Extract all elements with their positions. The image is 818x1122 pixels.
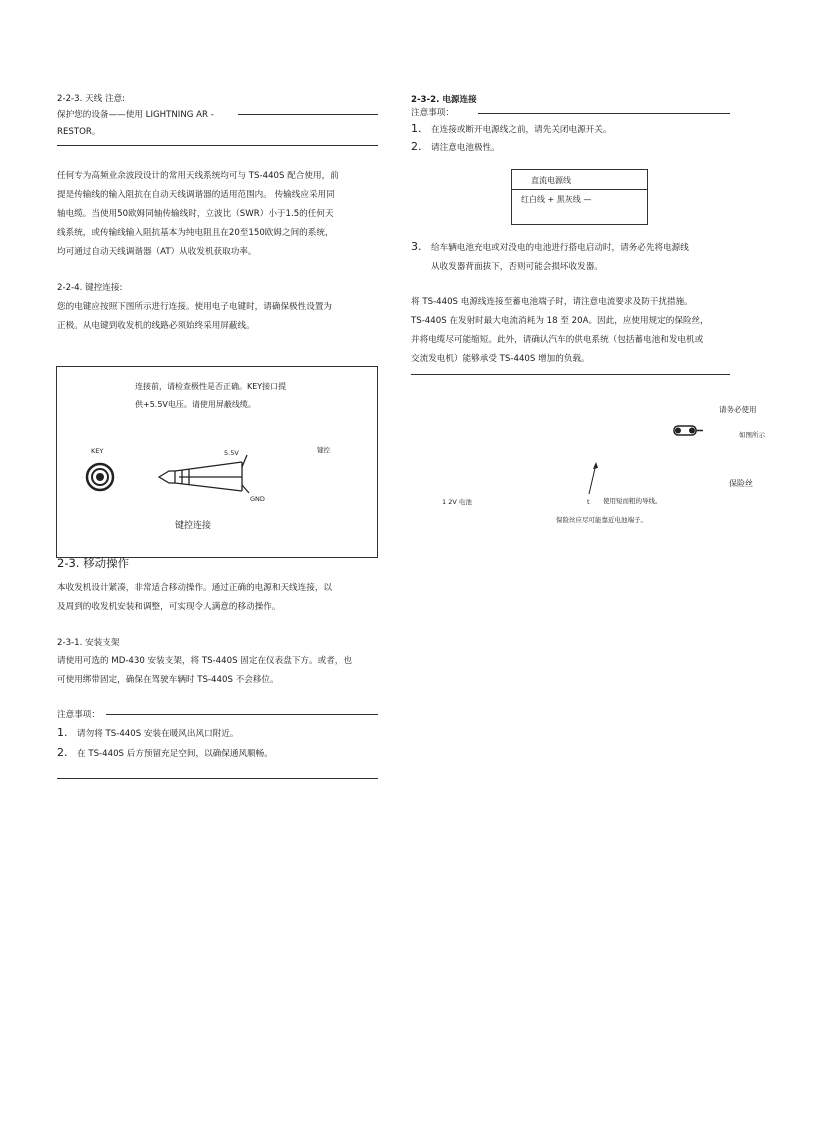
right-note-3-cont: 从收发器背面拔下，否则可能会损坏收发器。 [431, 262, 603, 272]
note-number: 3. [411, 240, 422, 253]
arrow-icon [586, 460, 600, 496]
note-number: 2. [57, 746, 68, 759]
keying-connection-figure [56, 366, 378, 558]
paragraph-line: 线系统，或传输线输入阻抗基本为纯电阻且在20至150欧姆之间的系统， [57, 228, 334, 238]
paragraph-line: 正极。从电键到收发机的线路必须始终采用屏蔽线。 [57, 321, 255, 331]
section-2-2-3-title: 2-2-3. 天线 注意: [57, 94, 126, 104]
note-text: 在连接或断开电源线之前，请先关闭电源开关。 [431, 125, 612, 135]
paragraph-line: 并将电缆尽可能缩短。此外，请确认汽车的供电系统（包括蓄电池和发电机或 [411, 335, 704, 345]
section-2-3-title: 2-3. 移动操作 [57, 556, 130, 570]
lightning-arrestor-line1: 保护您的设备——使用 LIGHTNING AR - [57, 110, 214, 120]
paragraph-line: 轴电缆。当使用50欧姆同轴传输线时，立波比（SWR）小于1.5的任何天 [57, 209, 334, 219]
note-number: 2. [411, 140, 422, 153]
divider [478, 113, 730, 114]
paragraph-line: 请使用可选的 MD-430 安装支架，将 TS-440S 固定在仪表盘下方。或者，也 [57, 656, 352, 666]
paragraph-line: 提是传输线的输入阻抗在自动天线调谐器的适用范围内。 传输线应采用同 [57, 190, 335, 200]
note-text: 请勿将 TS-440S 安装在暖风出风口附近。 [77, 729, 239, 739]
figure-note-line1: 连接前，请检查极性是否正确。KEY接口提 [135, 382, 287, 391]
paragraph-line: 将 TS-440S 电源线连接至蓄电池端子时，请注意电流要求及防干扰措施。 [411, 297, 693, 307]
right-note-2 [411, 141, 500, 154]
plug-icon [159, 455, 249, 493]
right-notes-title: 注意事项： [411, 108, 454, 118]
figure-caption: 键控连接 [175, 521, 212, 531]
power-paragraph [411, 293, 709, 369]
note-number: 1. [411, 122, 422, 135]
key-jack-label: KEY [91, 447, 104, 455]
section-2-2-4-title: 2-2-4. 键控连接: [57, 283, 123, 293]
thick-wire-number: t [587, 498, 590, 506]
divider [57, 145, 378, 146]
section-2-3-2-title: 2-3-2. 电源连接 [411, 95, 477, 105]
right-note-3 [411, 241, 689, 254]
paragraph-line: 均可通过自动天线调谐器（AT）从收发机获取功率。 [57, 247, 257, 257]
divider [411, 374, 730, 375]
thick-wire-label: 使用短而粗的导线。 [603, 497, 662, 505]
note-number: 1. [57, 726, 68, 739]
dc-box-text: 红白线 + 黑灰线 — [521, 195, 592, 204]
key-jack-icon [87, 464, 113, 490]
left-note-1 [57, 727, 238, 740]
divider [57, 778, 378, 779]
keying-label: 键控 [317, 446, 330, 454]
dc-box-title: 直流电源线 [531, 176, 571, 185]
gnd-label: GND [250, 495, 265, 503]
paragraph-line: 及周到的收发机安装和调整，可实现令人满意的移动操作。 [57, 602, 281, 612]
fuse-near-label: 保险丝应尽可能靠近电池端子。 [556, 516, 647, 524]
note-text: 给车辆电池充电或对没电的电池进行搭电启动时，请务必先将电源线 [431, 243, 689, 253]
voltage-label: 5.5V [224, 449, 239, 457]
right-note-1 [411, 123, 611, 136]
key-paragraph [57, 298, 332, 336]
fuse-icon [670, 424, 704, 438]
paragraph-line: 可使用绑带固定，确保在驾驶车辆时 TS-440S 不会移位。 [57, 675, 279, 685]
paragraph-line: 交流发电机）能够承受 TS-440S 增加的负载。 [411, 354, 590, 364]
paragraph-line: TS-440S 在发射时最大电流消耗为 18 至 20A。因此，应使用规定的保险丝， [411, 316, 709, 326]
paragraph-line: 您的电键应按照下图所示进行连接。使用电子电键时，请确保极性设置为 [57, 302, 333, 312]
keying-diagram-svg [57, 367, 377, 557]
paragraph-line: 任何专为高频业余波段设计的常用天线系统均可与 TS-440S 配合使用，前 [57, 171, 339, 181]
as-shown-label: 如图所示 [739, 431, 765, 439]
fuse-label: 保险丝 [729, 479, 753, 488]
note-text: 在 TS-440S 后方预留充足空间，以确保通风顺畅。 [77, 749, 273, 759]
divider [238, 114, 378, 115]
antenna-paragraph [57, 167, 339, 262]
divider [512, 189, 647, 190]
must-use-label: 请务必使用 [719, 405, 757, 414]
divider [106, 714, 378, 715]
paragraph-line: 本收发机设计紧凑，非常适合移动操作。通过正确的电源和天线连接，以 [57, 583, 333, 593]
battery-label: 1 2V 电池 [442, 498, 472, 506]
bracket-paragraph [57, 652, 352, 690]
mobile-paragraph [57, 579, 332, 617]
figure-note-line2: 供+5.5V电压。请使用屏蔽线缆。 [135, 400, 256, 409]
left-notes-title: 注意事项： [57, 710, 100, 720]
lightning-arrestor-line2: RESTOR。 [57, 127, 101, 137]
note-text: 请注意电池极性。 [431, 143, 500, 153]
left-note-2 [57, 747, 273, 760]
section-2-3-1-title: 2-3-1. 安装支架 [57, 638, 120, 648]
dc-power-cable-box [511, 169, 648, 225]
